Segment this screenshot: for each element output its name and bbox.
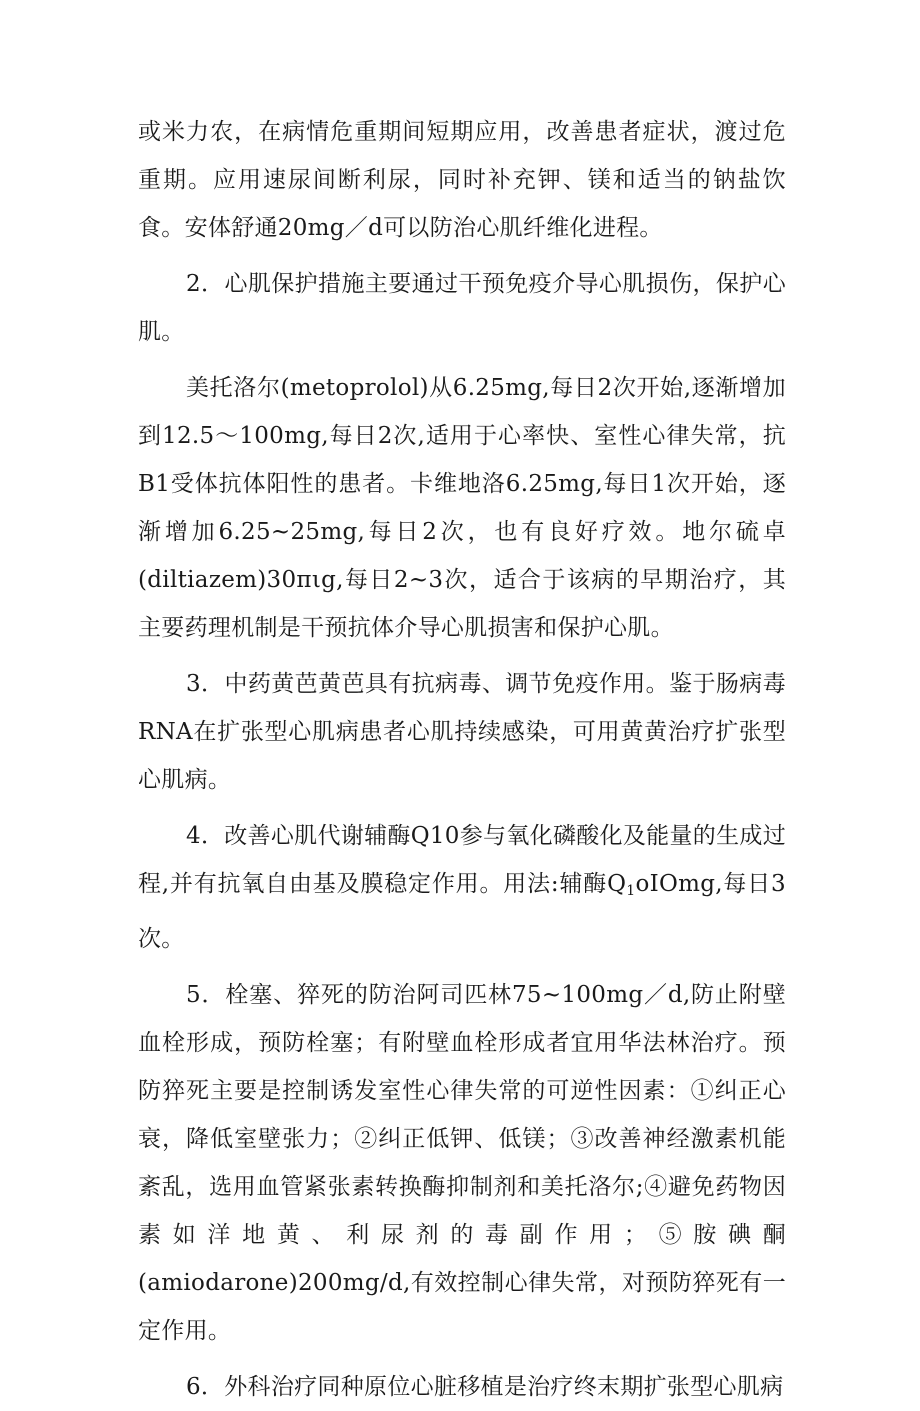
document-page xyxy=(138,108,786,1411)
paragraph-1: 或米力农，在病情危重期间短期应用，改善患者症状，渡过危重期。应用速尿间断利尿，同时补充钾、镁和适当的钠盐饮食。安体舒通20mg／d可以防治心肌纤维化进程。 xyxy=(138,119,786,241)
paragraph-3: 美托洛尔(metoprolol)从6.25mg,每日2次开始,逐渐增加到12.5～100mg,每日2次,适用于心率快、室性心律失常，抗B1受体抗体阳性的患者。卡维地洛6.25mg,每日1次开始，逐渐增加6.25~25mg,每日2次，也有良好疗效。地尔硫卓(diltiazem)30πιg,每日2~3次，适合于该病的早期治疗，其主要药理机制是干预抗体介导心肌损害和保护心肌。 xyxy=(138,375,786,641)
paragraph-5 xyxy=(138,812,786,963)
paragraph-2: 2．心肌保护措施主要通过干预免疫介导心肌损伤，保护心肌。 xyxy=(138,271,786,345)
paragraph-6: 5．栓塞、猝死的防治阿司匹林75~100mg／d,防止附壁血栓形成，预防栓塞；有附壁血栓形成者宜用华法林治疗。预防猝死主要是控制诱发室性心律失常的可逆性因素：①纠正心衰，降低室壁张力；②纠正低钾、低镁；③改善神经激素机能紊乱，选用血管紧张素转换酶抑制剂和美托洛尔;④避免药物因素如洋地黄、利尿剂的毒副作用；⑤胺碘酮(amiodarone)200mg/d,有效控制心律失常，对预防猝死有一定作用。 xyxy=(138,982,786,1344)
paragraph-5-tail: oIOmg,每日3次。 xyxy=(138,871,786,952)
paragraph-7: 6．外科治疗同种原位心脏移植是治疗终末期扩张型心肌病 xyxy=(186,1374,784,1400)
subscript: 1 xyxy=(626,883,636,899)
paragraph-5-text: 4．改善心肌代谢辅酶Q10参与氧化磷酸化及能量的生成过程,并有抗氧自由基及膜稳定作用。用法:辅酶Q xyxy=(138,823,786,897)
paragraph-4: 3．中药黄芭黄芭具有抗病毒、调节免疫作用。鉴于肠病毒RNA在扩张型心肌病患者心肌持续感染，可用黄黄治疗扩张型心肌病。 xyxy=(138,671,786,793)
